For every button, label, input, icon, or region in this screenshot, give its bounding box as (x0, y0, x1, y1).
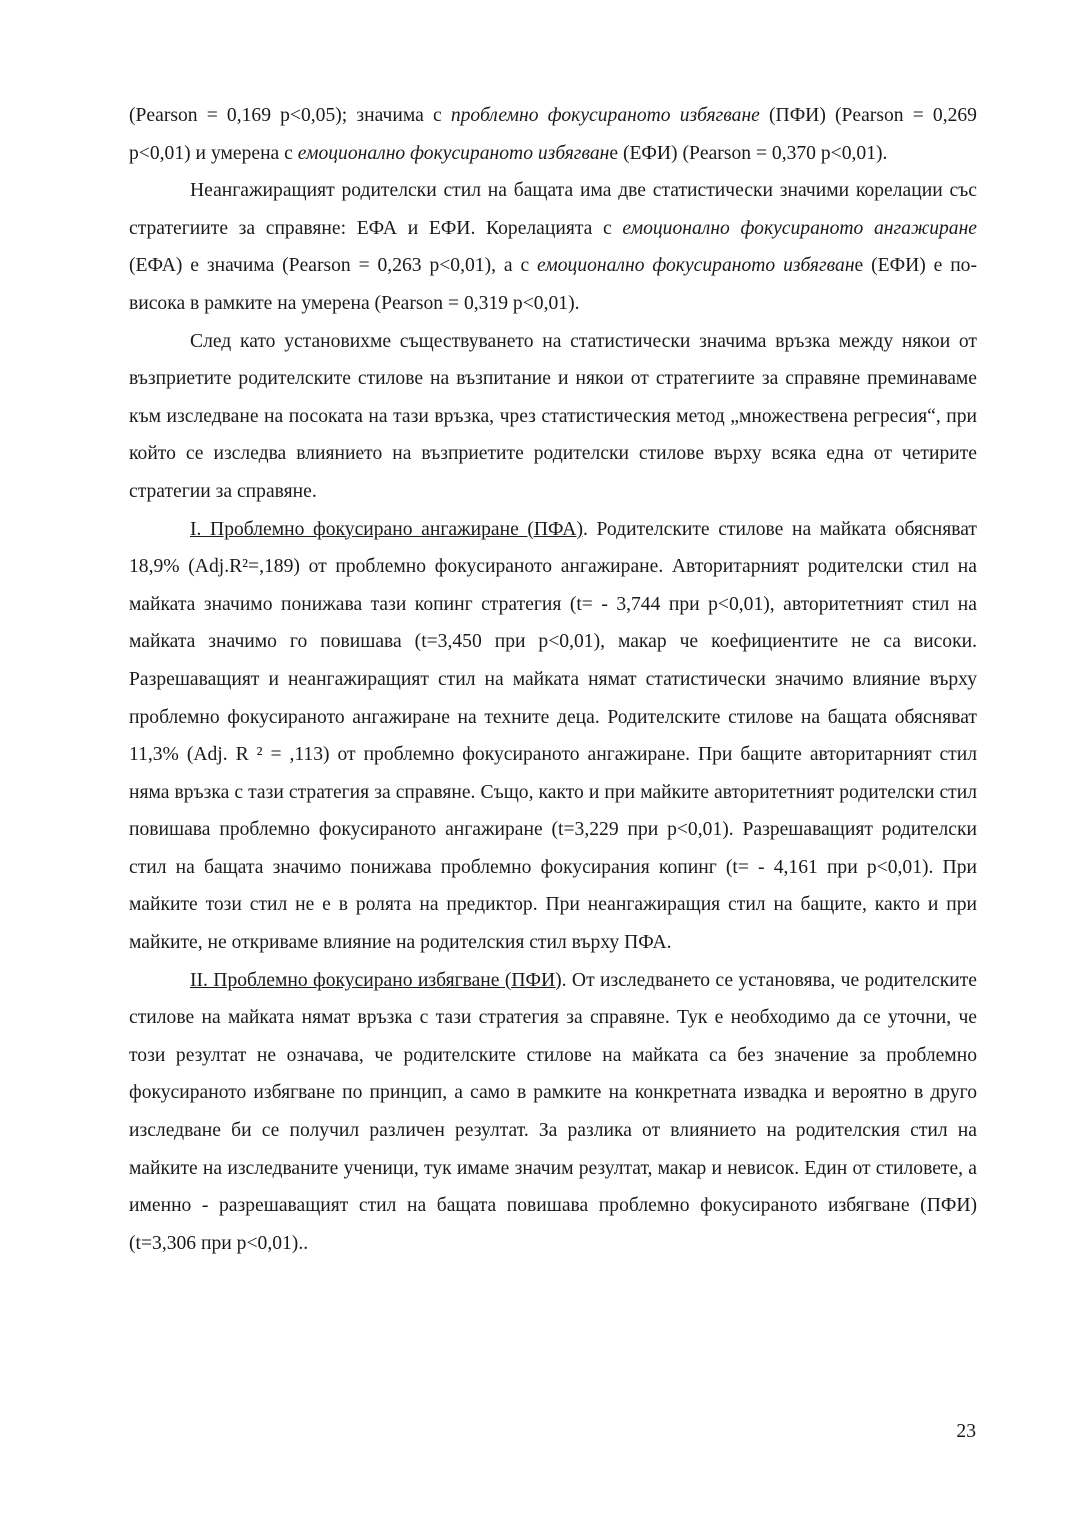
paragraph-4-text: . Родителските стилове на майката обясняват 18,9% (Adj.R²=,189) от проблемно фокусираното ангажиране. Авторитарният родителски стил на майката значимо понижава тази копинг стратегия (t= - 3,744 при p<0,01), авторитетният стил на майката значимо го повишава (t=3,450 при p<0,01), макар че коефициентите не са високи. Разрешаващият и неангажиращият стил на майката нямат статистически значимо влияние върху проблемно фокусираното ангажиране на техните деца. Родителските стилове на бащата обясняват 11,3% (Adj. R ² = ,113) от проблемно фокусираното ангажиране. При бащите авторитарният стил няма връзка с тази стратегия за справяне. Също, както и при майките авторитетният родителски стил повишава проблемно фокусираното ангажиране (t=3,229 при p<0,01). Разрешаващият родителски стил на бащата значимо понижава проблемно фокусирания копинг (t= - 4,161 при p<0,01). При майките този стил не е в ролята на предиктор. При неангажиращия стил на бащите, както и при майките, не откриваме влияние на родителския стил върху ПФА. (129, 518, 977, 954)
paragraph-2-italic-term-2: емоционално фокусираното избягван (537, 255, 855, 277)
paragraph-1-italic-term-1: проблемно фокусираното избягване (450, 105, 760, 126)
paragraph-2-text-2: (ЕФА) е значима (Pearson = 0,263 p<0,01), а с (129, 255, 538, 277)
paragraph-5 (129, 962, 977, 1263)
paragraph-3-text: След като установихме съществуването на статистически значима връзка между някои от възприетите родителските стилове на възпитание и някои от стратегиите за справяне преминаваме към изследване на посоката на тази връзка, чрез статистическия метод „множествена регресия“, при който се изследва влиянието на възприетите родителски стилове върху всяка една от четирите стратегии за справяне. (129, 330, 977, 502)
paragraph-2 (129, 172, 977, 322)
paragraph-1-text-1: (Pearson = 0,169 p<0,05); значима с (129, 105, 451, 126)
paragraph-2-italic-term-1: емоционално фокусираното ангажиране (622, 217, 977, 239)
paragraph-1-italic-term-2: емоционално фокусираното избягван (297, 142, 610, 164)
document-page (129, 97, 977, 1262)
paragraph-5-text: . От изследването се установява, че родителските стилове на майката нямат връзка с тази стратегия за справяне. Тук е необходимо да се уточни, че този резултат не означава, че родителските стилове на майката са без значение за проблемно фокусираното избягване по принцип, а само в рамките на конкретната извадка и вероятно в друго изследване би се получил различен резултат. За разлика от влиянието на родителския стил на майките на изследваните ученици, тук имаме значим резултат, макар и невисок. Един от стиловете, а именно - разрешаващият стил на бащата повишава проблемно фокусираното избягване (ПФИ) (t=3,306 при p<0,01).. (129, 969, 977, 1254)
paragraph-1-text-3: е (ЕФИ) (Pearson = 0,370 p<0,01). (609, 142, 888, 164)
paragraph-4 (129, 511, 977, 962)
paragraph-1-text-2: (ПФИ) (Pearson = 0,269 p<0,01) и умерена с (129, 105, 977, 164)
section-heading-pfi: II. Проблемно фокусирано избягване (ПФИ) (190, 969, 562, 991)
page-number: 23 (956, 1421, 976, 1442)
section-heading-pfa: I. Проблемно фокусирано ангажиране (ПФА) (190, 518, 583, 540)
paragraph-2-text-1: Неангажиращият родителски стил на бащата има две статистически значими корелации със стратегиите за справяне: ЕФА и ЕФИ. Корелацията с (129, 180, 977, 239)
paragraph-3 (129, 323, 977, 511)
paragraph-2-text-3: е (ЕФИ) е по-висока в рамките на умерена (Pearson = 0,319 p<0,01). (129, 255, 977, 314)
paragraph-1 (129, 97, 977, 172)
